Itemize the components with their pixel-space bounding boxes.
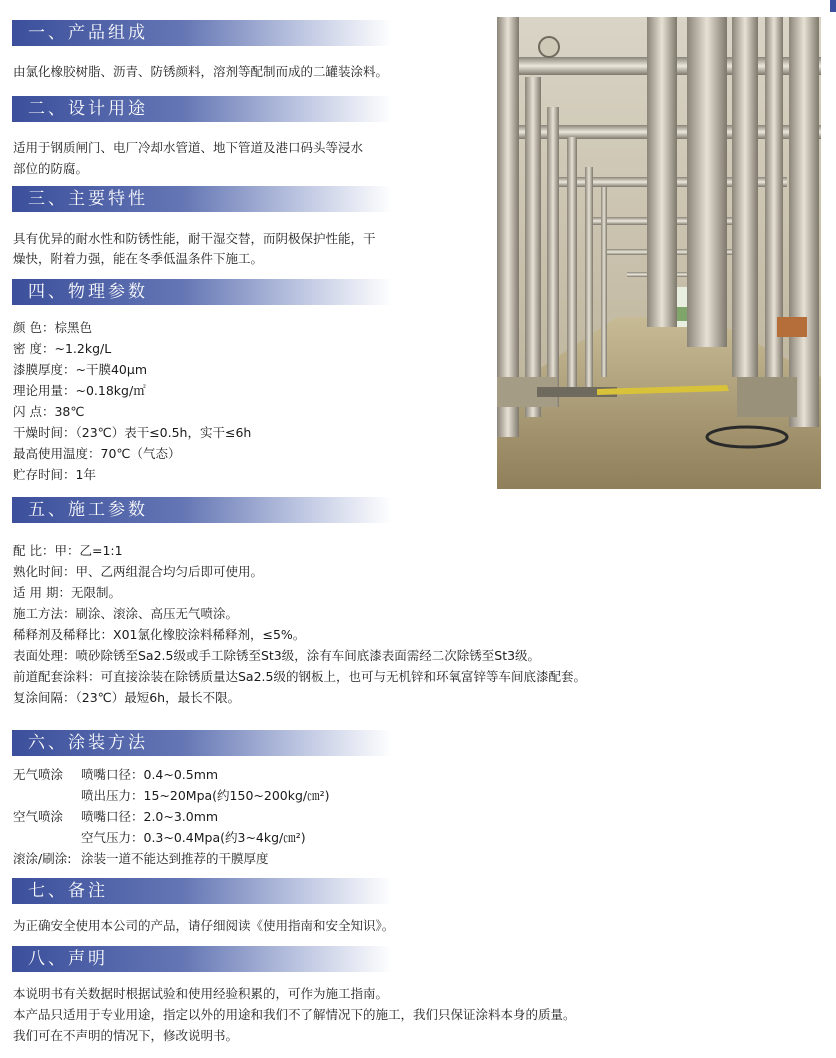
param-flash-point: 闪 点：38℃ (13, 404, 85, 419)
section-header-coating-methods (12, 730, 392, 756)
section-title: 一、产品组成 (28, 23, 148, 43)
section-header-physical-params (12, 279, 392, 305)
air-pressure: 空气压力：0.3~0.4Mpa(约3~4kg/㎝²) (81, 830, 306, 845)
param-color: 颜 色：棕黑色 (13, 320, 92, 335)
airless-nozzle: 喷嘴口径：0.4~0.5mm (81, 767, 219, 782)
industrial-pipe-photo (497, 17, 821, 489)
section-title: 四、物理参数 (28, 282, 148, 302)
param-surface-preparation: 表面处理：喷砂除锈至Sa2.5级或手工除锈至St3级，涂有车间底漆表面需经二次除锈至St3级。 (13, 648, 541, 663)
param-storage-time: 贮存时间：1年 (13, 467, 96, 482)
section-header-features (12, 186, 392, 212)
features-text-line: 燥快，附着力强，能在冬季低温条件下施工。 (13, 251, 264, 266)
features-text-line: 具有优异的耐水性和防锈性能，耐干湿交替，而阴极保护性能，干 (13, 231, 376, 246)
section-title: 二、设计用途 (28, 99, 148, 119)
param-previous-coat: 前道配套涂料：可直接涂装在除锈质量达Sa2.5级的钢板上，也可与无机锌和环氧富锌等车间底漆配套。 (13, 669, 586, 684)
section-header-composition (12, 20, 392, 46)
remarks-text: 为正确安全使用本公司的产品，请仔细阅读《使用指南和安全知识》。 (13, 918, 395, 933)
composition-text: 由氯化橡胶树脂、沥青、防锈颜料，溶剂等配制而成的二罐装涂料。 (13, 64, 389, 79)
air-spray-label: 空气喷涂 (13, 809, 64, 824)
usage-text-line: 适用于钢质闸门、电厂冷却水管道、地下管道及港口码头等浸水 (13, 140, 364, 155)
param-pot-life: 适 用 期：无限制。 (13, 585, 121, 600)
param-mix-ratio: 配 比：甲：乙=1:1 (13, 543, 123, 558)
roll-brush-text: 涂装一道不能达到推荐的干膜厚度 (81, 851, 269, 866)
section-title: 六、涂装方法 (28, 733, 148, 753)
air-nozzle: 喷嘴口径：2.0~3.0mm (81, 809, 219, 824)
param-drying-time: 干燥时间：（23℃）表干≤0.5h，实干≤6h (13, 425, 252, 440)
section-title: 三、主要特性 (28, 189, 148, 209)
section-header-application-params (12, 497, 392, 523)
section-title: 七、备注 (28, 881, 108, 901)
section-title: 八、声明 (28, 949, 108, 969)
statement-line: 本说明书有关数据时根据试验和使用经验积累的，可作为施工指南。 (13, 986, 389, 1001)
corner-marker (830, 0, 836, 12)
roll-brush-label: 滚涂/刷涂: (13, 851, 72, 866)
param-film-thickness: 漆膜厚度：~干膜40μm (13, 362, 148, 377)
param-thinner: 稀释剂及稀释比：X01氯化橡胶涂料稀释剂，≤5%。 (13, 627, 306, 642)
statement-line: 我们可在不声明的情况下，修改说明书。 (13, 1028, 239, 1043)
airless-spray-label: 无气喷涂 (13, 767, 64, 782)
param-theoretical-usage: 理论用量：~0.18kg/㎡ (13, 383, 146, 398)
param-density: 密 度：~1.2kg/L (13, 341, 112, 356)
param-max-temperature: 最高使用温度：70℃（气态） (13, 446, 181, 461)
param-induction-time: 熟化时间：甲、乙两组混合均匀后即可使用。 (13, 564, 264, 579)
usage-text-line: 部位的防腐。 (13, 161, 89, 176)
section-header-statement (12, 946, 392, 972)
section-header-usage (12, 96, 392, 122)
statement-line: 本产品只适用于专业用途，指定以外的用途和我们不了解情况下的施工，我们只保证涂料本身的质量。 (13, 1007, 576, 1022)
param-application-method: 施工方法：刷涂、滚涂、高压无气喷涂。 (13, 606, 239, 621)
airless-pressure: 喷出压力：15~20Mpa(约150~200kg/㎝²) (81, 788, 330, 803)
param-recoat-interval: 复涂间隔：（23℃）最短6h，最长不限。 (13, 690, 241, 705)
section-title: 五、施工参数 (28, 500, 148, 520)
section-header-remarks (12, 878, 392, 904)
